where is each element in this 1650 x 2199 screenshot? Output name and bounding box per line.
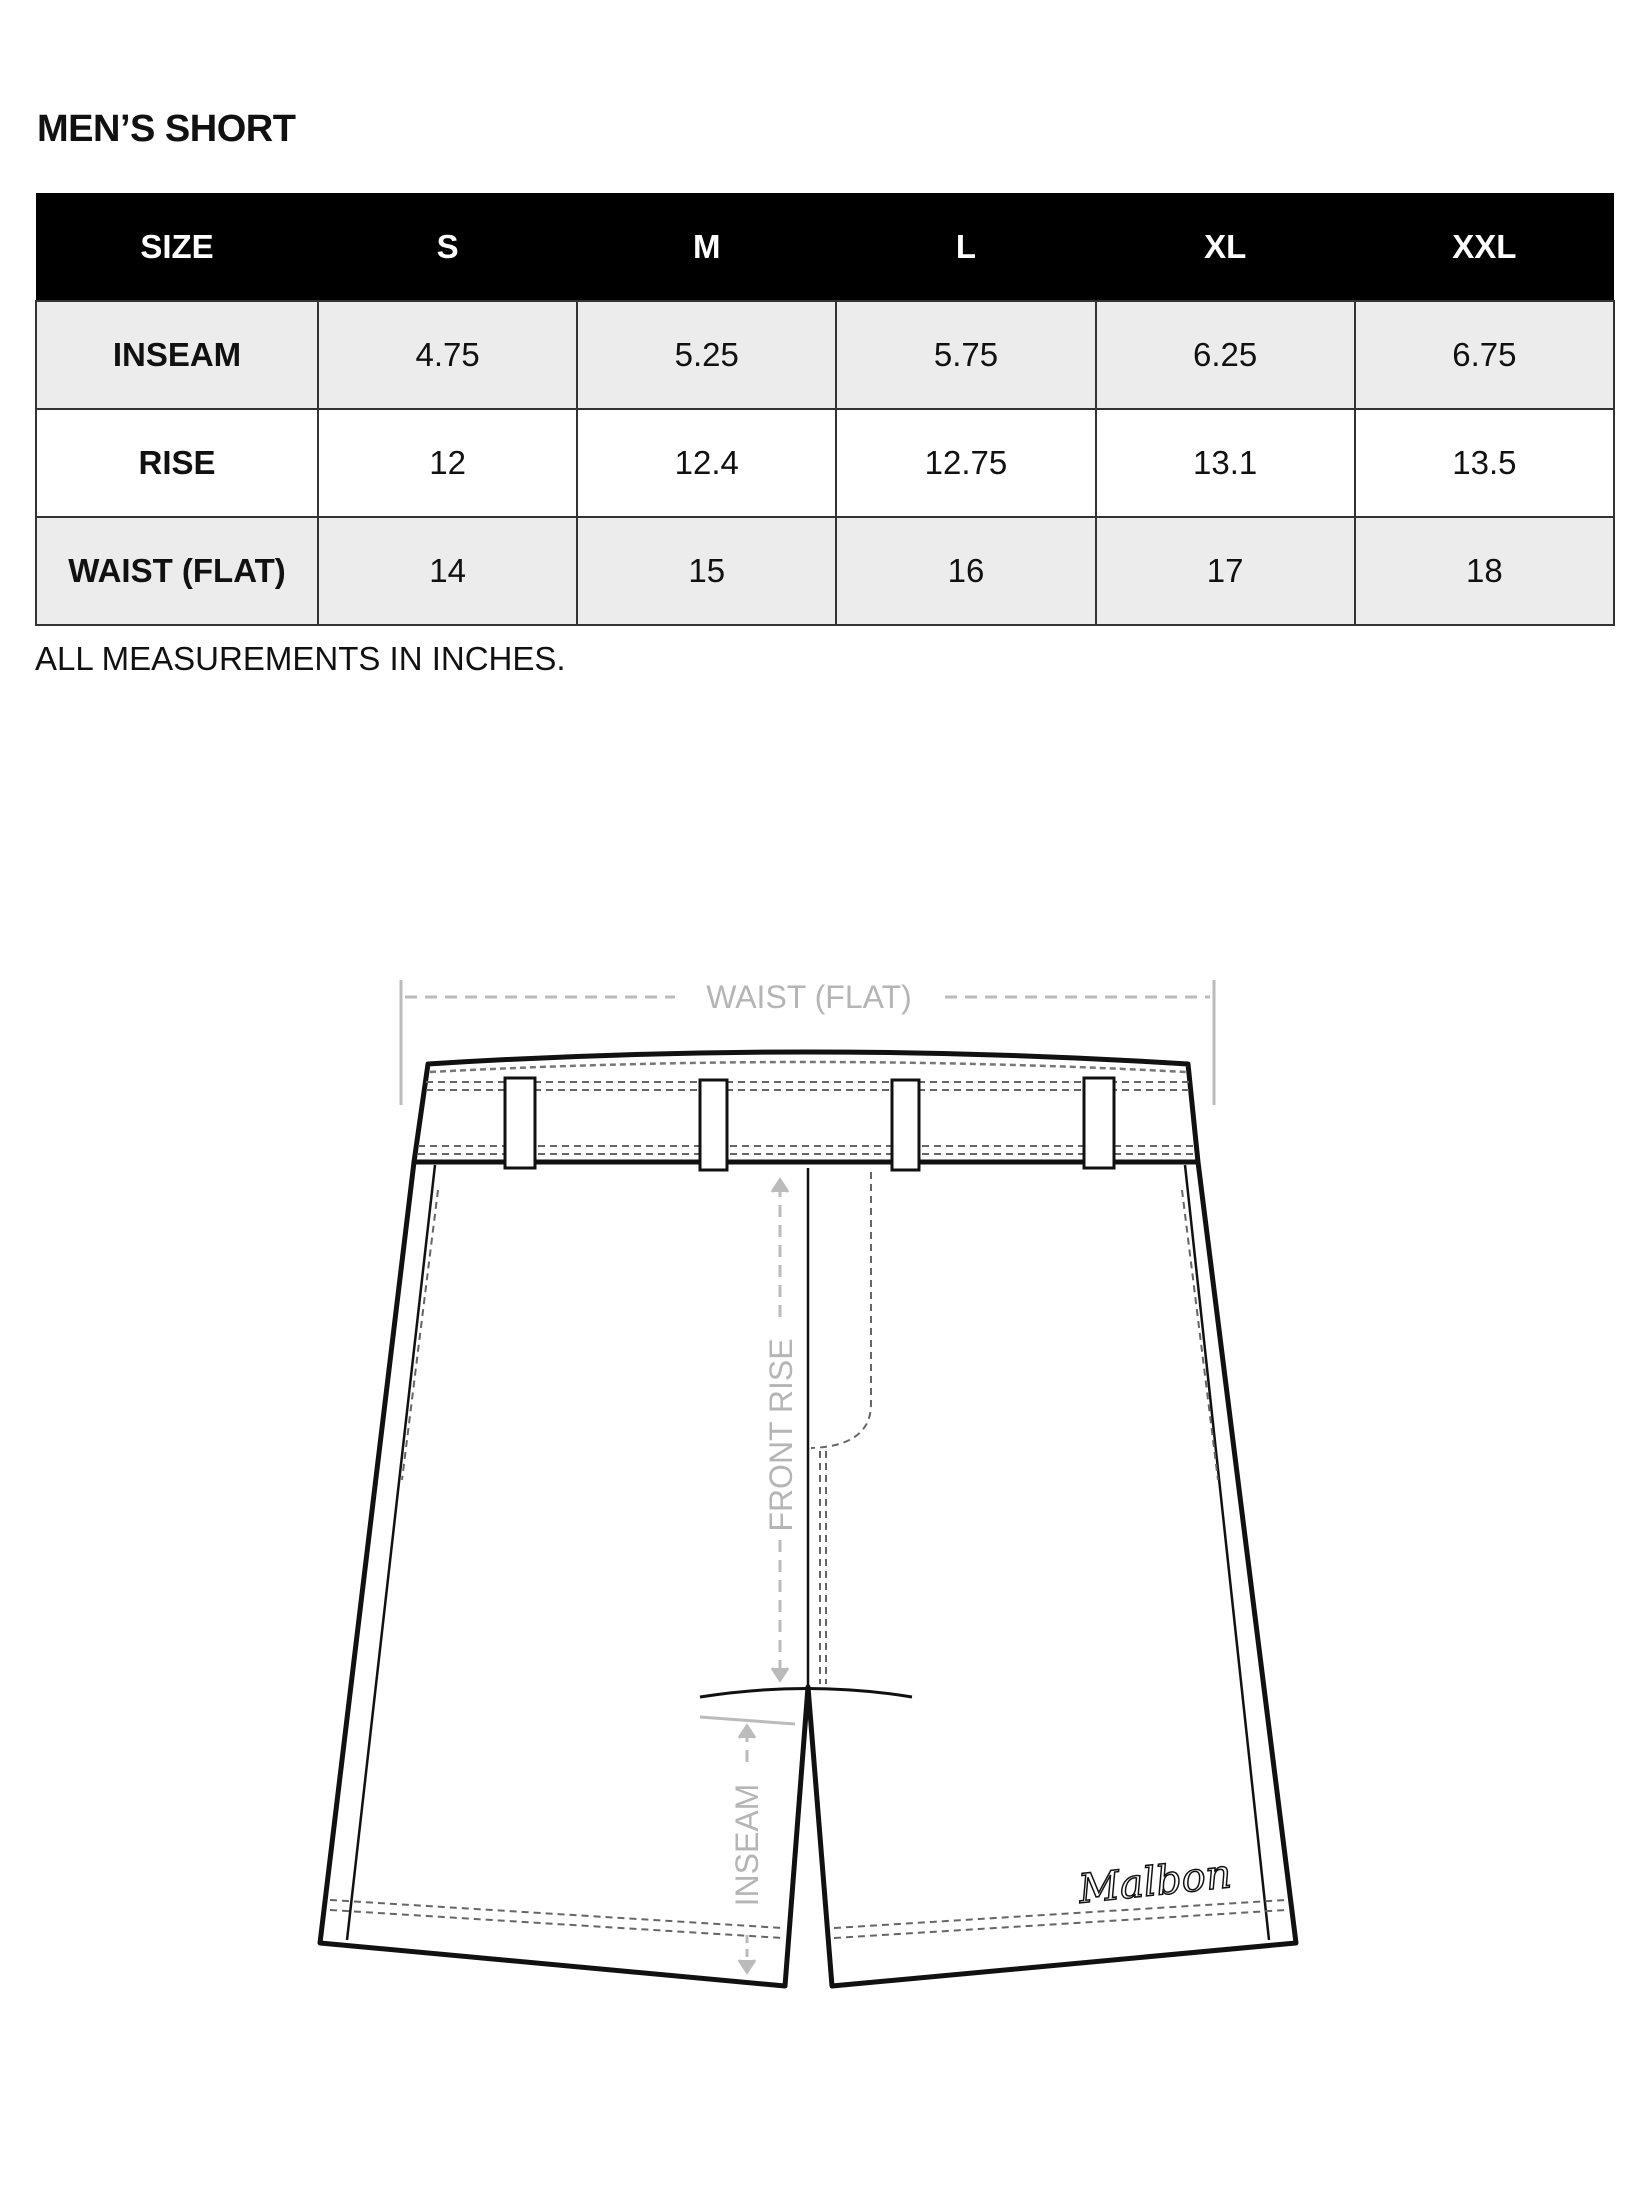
table-cell: 4.75 bbox=[318, 301, 577, 409]
row-label: INSEAM bbox=[36, 301, 318, 409]
table-cell: 12.75 bbox=[836, 409, 1095, 517]
malbon-logo: Malbon bbox=[1076, 1851, 1234, 1913]
table-cell: 12.4 bbox=[577, 409, 836, 517]
table-cell: 18 bbox=[1355, 517, 1614, 625]
row-label: RISE bbox=[36, 409, 318, 517]
table-cell: 16 bbox=[836, 517, 1095, 625]
header-cell: L bbox=[836, 193, 1095, 301]
front-rise-label: FRONT RISE bbox=[763, 1338, 799, 1532]
measurement-note: ALL MEASUREMENTS IN INCHES. bbox=[35, 640, 566, 677]
table-cell: 13.5 bbox=[1355, 409, 1614, 517]
table-cell: 13.1 bbox=[1096, 409, 1355, 517]
page-title: MEN’S SHORT bbox=[37, 108, 296, 150]
header-cell: XXL bbox=[1355, 193, 1614, 301]
table-cell: 14 bbox=[318, 517, 577, 625]
table-cell: 6.75 bbox=[1355, 301, 1614, 409]
waist-label: WAIST (FLAT) bbox=[706, 979, 912, 1015]
header-cell: SIZE bbox=[36, 193, 318, 301]
header-cell: S bbox=[318, 193, 577, 301]
header-cell: M bbox=[577, 193, 836, 301]
table-cell: 5.75 bbox=[836, 301, 1095, 409]
header-cell: XL bbox=[1096, 193, 1355, 301]
table-cell: 6.25 bbox=[1096, 301, 1355, 409]
table-cell: 12 bbox=[318, 409, 577, 517]
row-label: WAIST (FLAT) bbox=[36, 517, 318, 625]
table-cell: 5.25 bbox=[577, 301, 836, 409]
inseam-label: INSEAM bbox=[729, 1783, 765, 1907]
table-cell: 15 bbox=[577, 517, 836, 625]
table-cell: 17 bbox=[1096, 517, 1355, 625]
